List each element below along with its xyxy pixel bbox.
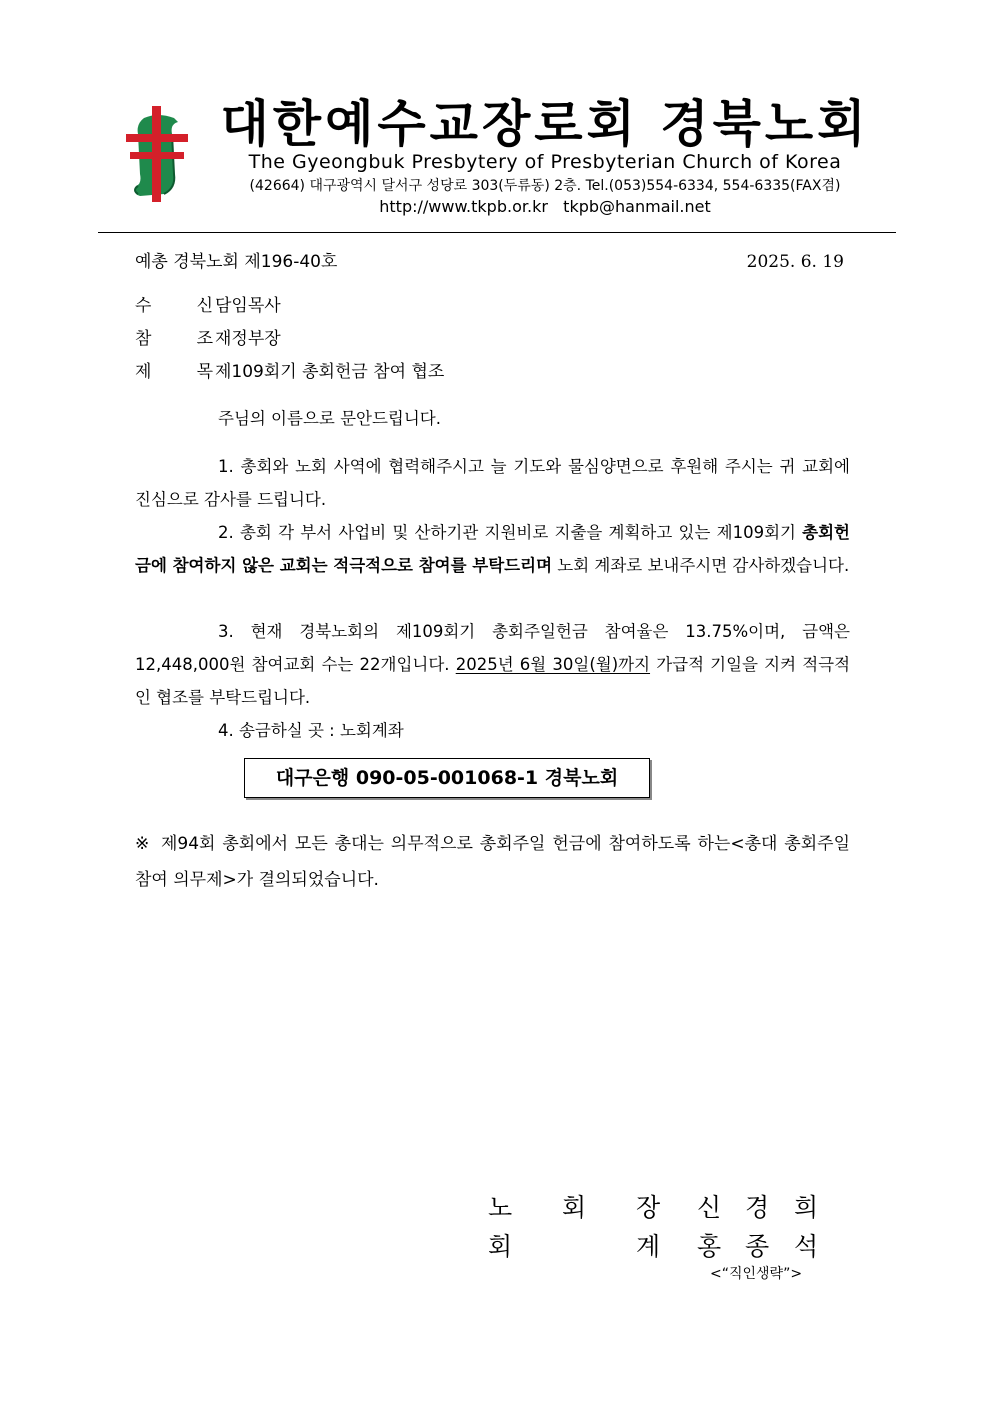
paragraph-1-text: 1. 총회와 노회 사역에 협력해주시고 늘 기도와 물심양면으로 후원해 주시는 귀 교회에 진심으로 감사를 드립니다. bbox=[135, 457, 850, 509]
seal-omitted-note: <“직인생략”> bbox=[710, 1266, 803, 1282]
org-address: (42664) 대구광역시 달서구 성당로 303(두류동) 2층. Tel.(053)554-6334, 554-6335(FAX겸) bbox=[249, 178, 841, 194]
paragraph-1 bbox=[135, 450, 850, 516]
paragraph-3-text-a: 3. 현재 경북노회의 제109회기 총회주일헌금 참여율은 13.75%이며, 금액은 12,448,000원 참여교회 수는 22개입니다. bbox=[135, 622, 850, 674]
field-reference bbox=[135, 327, 281, 351]
signature-row-presbytery-moderator bbox=[0, 1190, 992, 1226]
greeting-text: 주님의 이름으로 문안드립니다. bbox=[218, 409, 441, 428]
sign-char: 장 bbox=[636, 1193, 661, 1222]
org-title: 대한예수교장로회 경북노회 bbox=[220, 95, 870, 153]
sign-char: 회 bbox=[562, 1193, 587, 1222]
deadline-underlined: 2025년 6월 30일(월)까지 bbox=[455, 655, 651, 674]
paragraph-3-text-b: 가급적 기일을 지켜 적극적인 협조를 부탁드립니다. bbox=[135, 655, 851, 707]
website-link[interactable]: http://www.tkpb.or.kr bbox=[379, 197, 548, 216]
sign-char: 노 bbox=[488, 1193, 513, 1222]
document-date: 2025. 6. 19 bbox=[746, 252, 844, 272]
paragraph-4 bbox=[135, 714, 850, 747]
sign-char: 종 bbox=[745, 1232, 770, 1261]
notice-mark: ※ bbox=[135, 834, 150, 854]
org-english-name: The Gyeongbuk Presbytery of Presbyterian Church of Korea bbox=[248, 151, 842, 173]
sign-char: 홍 bbox=[697, 1232, 722, 1261]
sign-char: 경 bbox=[745, 1193, 770, 1222]
field-value-recipient: 담임목사 bbox=[215, 296, 281, 316]
sign-char: 신 bbox=[697, 1193, 722, 1222]
signature-row-treasurer bbox=[0, 1229, 992, 1265]
field-value-subject: 제109회기 총회헌금 참여 협조 bbox=[215, 362, 445, 382]
org-contact bbox=[200, 196, 890, 218]
field-value-reference: 재정부장 bbox=[215, 329, 281, 349]
field-recipient bbox=[135, 294, 281, 318]
paragraph-3 bbox=[135, 615, 850, 714]
sign-char: 석 bbox=[794, 1232, 819, 1261]
paragraph-2-bold: 총회헌금에 참여하지 않은 교회는 적극적으로 참여를 부탁드리며 bbox=[135, 523, 850, 575]
bank-account-box: 대구은행 090-05-001068-1 경북노회 bbox=[244, 758, 650, 798]
sign-char: 계 bbox=[636, 1232, 661, 1261]
sign-char: 희 bbox=[794, 1193, 819, 1222]
sign-char: 회 bbox=[488, 1232, 513, 1261]
paragraph-2-text-b: 노회 계좌로 보내주시면 감사하겠습니다. bbox=[552, 556, 850, 575]
paragraph-2-text-a: 2. 총회 각 부서 사업비 및 산하기관 지원비로 지출을 계획하고 있는 제109회기 bbox=[218, 523, 803, 542]
notice bbox=[135, 826, 850, 898]
email-address[interactable]: tkpb@hanmail.net bbox=[563, 197, 711, 216]
field-subject bbox=[135, 360, 444, 384]
greeting bbox=[135, 402, 850, 435]
header-divider bbox=[98, 232, 896, 233]
field-label-reference: 참 조 bbox=[135, 329, 213, 349]
notice-text: 제94회 총회에서 모든 총대는 의무적으로 총회주일 헌금에 참여하도록 하는<총대 총회주일 참여 의무제>가 결의되었습니다. bbox=[135, 834, 850, 890]
field-label-subject: 제 목 bbox=[135, 362, 213, 382]
paragraph-4-text: 4. 송금하실 곳 : 노회계좌 bbox=[218, 721, 404, 740]
church-cross-logo-icon bbox=[124, 104, 190, 204]
document-number: 예총 경북노회 제196-40호 bbox=[135, 252, 338, 272]
field-label-recipient: 수 신 bbox=[135, 296, 213, 316]
paragraph-2 bbox=[135, 516, 850, 582]
